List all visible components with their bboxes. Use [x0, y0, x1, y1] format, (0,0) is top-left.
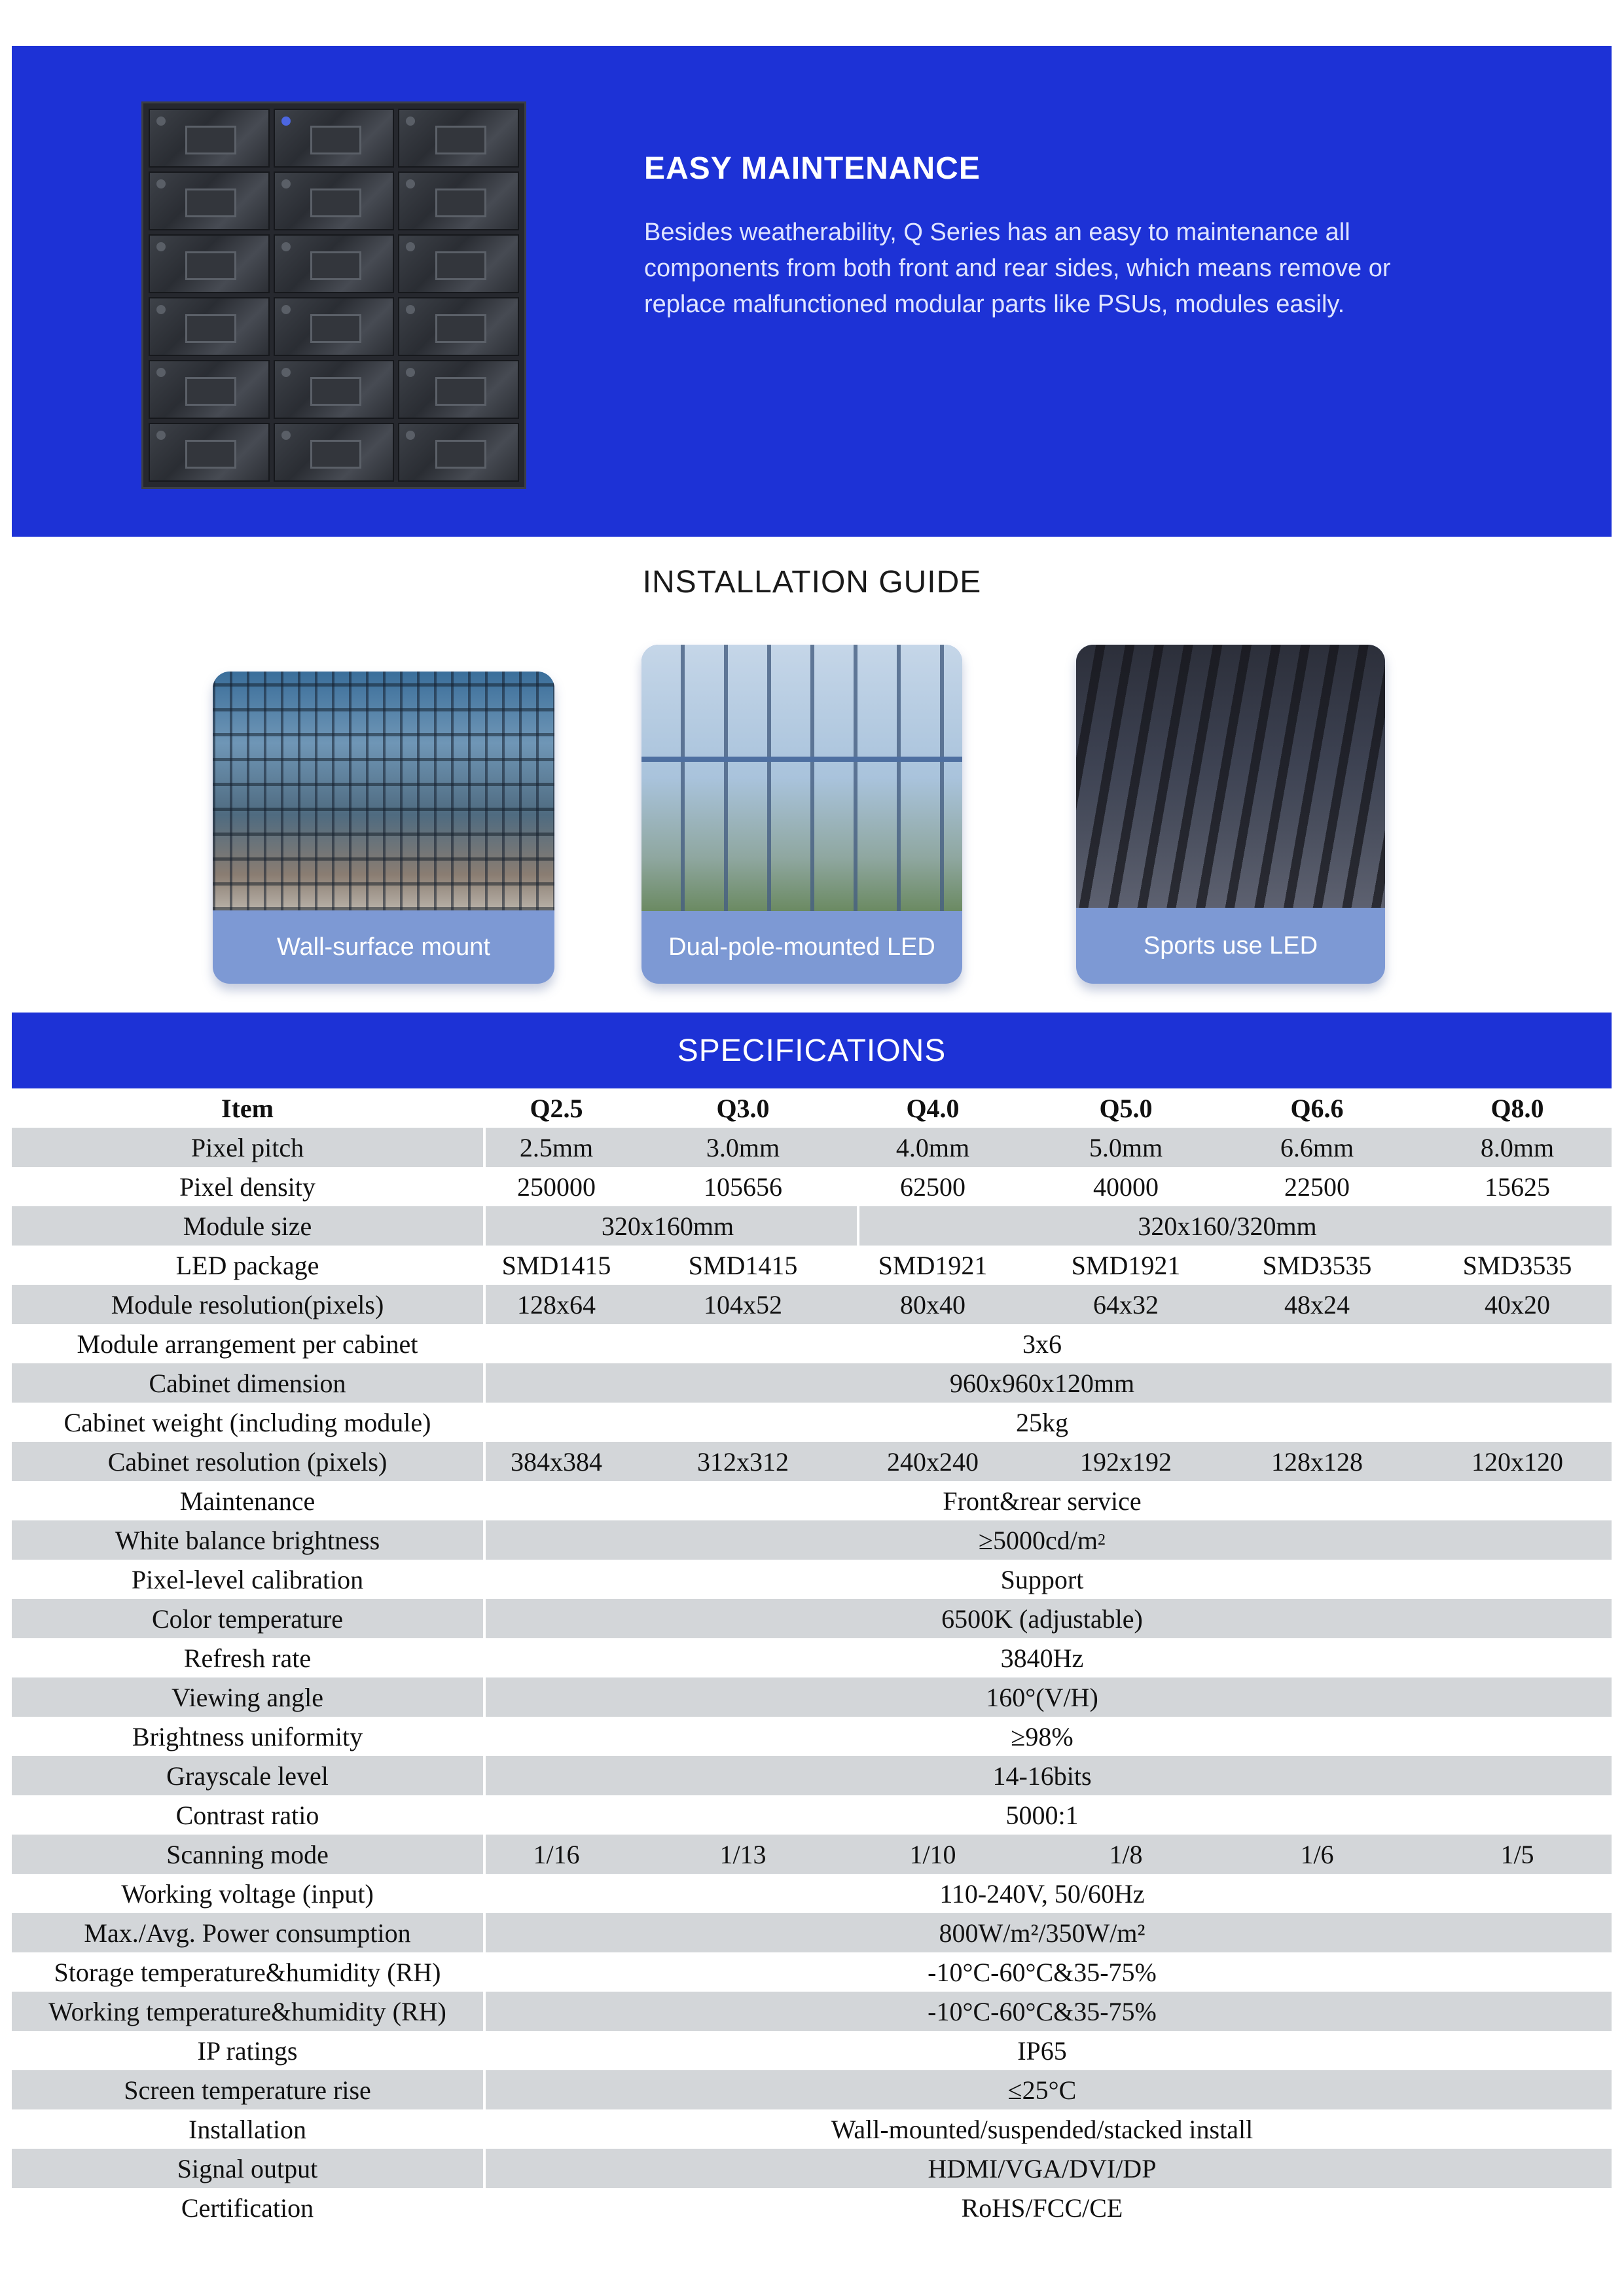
spec-row	[12, 1952, 1612, 1992]
spec-value: 104x52	[704, 1289, 782, 1319]
spec-value: 110-240V, 50/60Hz	[939, 1878, 1145, 1909]
spec-value: 3840Hz	[1000, 1643, 1084, 1673]
spec-value: 1/16	[533, 1839, 580, 1869]
spec-value: ≥5000cd/m 2	[979, 1525, 1106, 1555]
spec-label: Cabinet weight (including module)	[63, 1407, 431, 1437]
sports-led-photo	[1076, 645, 1385, 908]
spec-value: -10°C-60°C&35-75%	[928, 1957, 1157, 1987]
spec-value: 120x120	[1471, 1446, 1563, 1477]
spec-row	[12, 1992, 1612, 2031]
maintenance-banner	[12, 46, 1612, 537]
spec-value: 160°(V/H)	[986, 1682, 1098, 1712]
spec-row	[12, 1246, 1612, 1285]
column-divider	[857, 1206, 859, 1246]
spec-value: 105656	[704, 1172, 782, 1202]
spec-header-item: Item	[221, 1093, 274, 1123]
spec-label: Contrast ratio	[175, 1800, 319, 1830]
spec-value: 384x384	[511, 1446, 602, 1477]
spec-value: 1/8	[1109, 1839, 1143, 1869]
spec-value: SMD3535	[1462, 1250, 1572, 1280]
spec-row	[12, 1599, 1612, 1638]
spec-label: Screen temperature rise	[124, 2075, 371, 2105]
spec-value: ≥98%	[1011, 1721, 1074, 1751]
spec-value: Support	[1000, 1564, 1084, 1594]
spec-value: HDMI/VGA/DVI/DP	[928, 2153, 1157, 2183]
spec-value: 6.6mm	[1280, 1132, 1354, 1162]
install-caption: Dual-pole-mounted LED	[668, 933, 935, 961]
spec-row	[12, 1363, 1612, 1403]
install-caption: Wall-surface mount	[277, 933, 490, 961]
spec-row	[12, 1167, 1612, 1206]
spec-value: 14-16bits	[992, 1761, 1092, 1791]
spec-header-model: Q5.0	[1099, 1093, 1153, 1123]
spec-label: Installation	[189, 2114, 306, 2144]
spec-header-model: Q8.0	[1490, 1093, 1544, 1123]
spec-value: 2.5mm	[519, 1132, 594, 1162]
spec-value: 960x960x120mm	[949, 1368, 1135, 1398]
spec-row	[12, 1835, 1612, 1874]
spec-value: 3.0mm	[706, 1132, 780, 1162]
spec-row	[12, 1481, 1612, 1520]
spec-row	[12, 2031, 1612, 2070]
install-caption: Sports use LED	[1143, 931, 1318, 960]
spec-label: Max./Avg. Power consumption	[84, 1918, 411, 1948]
spec-value: 6500K (adjustable)	[941, 1604, 1143, 1634]
spec-value: 1/10	[909, 1839, 956, 1869]
spec-value: SMD1415	[688, 1250, 798, 1280]
specifications-title: SPECIFICATIONS	[12, 1013, 1612, 1088]
spec-row	[12, 1520, 1612, 1560]
spec-value: 320x160/320mm	[1138, 1211, 1317, 1241]
spec-label: Certification	[181, 2193, 314, 2223]
spec-label: Refresh rate	[183, 1643, 312, 1673]
spec-label: Viewing angle	[171, 1682, 323, 1712]
spec-value: RoHS/FCC/CE	[961, 2193, 1123, 2223]
install-card-dual-pole	[641, 645, 962, 984]
spec-value: 80x40	[900, 1289, 965, 1319]
spec-value: 5.0mm	[1089, 1132, 1163, 1162]
spec-row	[12, 1128, 1612, 1167]
spec-row	[12, 1717, 1612, 1756]
spec-label: Signal output	[177, 2153, 318, 2183]
dual-pole-photo	[641, 645, 962, 911]
specifications-table	[12, 1088, 1612, 2240]
spec-row	[12, 2188, 1612, 2227]
spec-value: SMD1921	[1071, 1250, 1181, 1280]
spec-value: 5000:1	[1005, 1800, 1079, 1830]
spec-header-model: Q3.0	[716, 1093, 770, 1123]
spec-value: 4.0mm	[895, 1132, 970, 1162]
spec-label: IP ratings	[197, 2036, 298, 2066]
unit-superscript: 2	[1097, 1531, 1106, 1549]
spec-value: 3x6	[1022, 1329, 1062, 1359]
spec-label: Grayscale level	[166, 1761, 329, 1791]
spec-row	[12, 1913, 1612, 1952]
spec-header-model: Q6.6	[1290, 1093, 1344, 1123]
install-card-wall-surface	[213, 672, 554, 984]
spec-value: 8.0mm	[1480, 1132, 1555, 1162]
wall-surface-photo	[213, 672, 554, 910]
spec-row	[12, 2070, 1612, 2109]
spec-row	[12, 1442, 1612, 1481]
spec-value: -10°C-60°C&35-75%	[928, 1996, 1157, 2026]
spec-label: Module arrangement per cabinet	[77, 1329, 418, 1359]
spec-value: 800W/m²/350W/m²	[939, 1918, 1146, 1948]
spec-row	[12, 1795, 1612, 1835]
spec-value: 48x24	[1284, 1289, 1350, 1319]
spec-value: 128x64	[517, 1289, 596, 1319]
spec-value: 1/6	[1300, 1839, 1334, 1869]
spec-value: 320x160mm	[601, 1211, 734, 1241]
spec-label: Pixel pitch	[190, 1132, 304, 1162]
spec-value: 192x192	[1080, 1446, 1172, 1477]
spec-row	[12, 1285, 1612, 1324]
spec-header-model: Q2.5	[530, 1093, 583, 1123]
spec-value: SMD1415	[501, 1250, 611, 1280]
spec-value: 62500	[900, 1172, 965, 1202]
spec-value: 240x240	[887, 1446, 979, 1477]
spec-label: Scanning mode	[166, 1839, 329, 1869]
spec-label: Cabinet dimension	[149, 1368, 346, 1398]
spec-row	[12, 1403, 1612, 1442]
spec-label: Maintenance	[179, 1486, 316, 1516]
spec-label: White balance brightness	[115, 1525, 380, 1555]
spec-value: Front&rear service	[943, 1486, 1142, 1516]
spec-row	[12, 1677, 1612, 1717]
spec-header-row	[12, 1088, 1612, 1128]
spec-value: 1/13	[719, 1839, 767, 1869]
spec-row	[12, 1324, 1612, 1363]
spec-row	[12, 2109, 1612, 2149]
spec-row	[12, 1874, 1612, 1913]
spec-value: 40x20	[1485, 1289, 1550, 1319]
spec-value: IP65	[1017, 2036, 1067, 2066]
spec-label: LED package	[175, 1250, 319, 1280]
spec-value: 40000	[1093, 1172, 1159, 1202]
spec-label: Module resolution(pixels)	[111, 1289, 384, 1319]
spec-value: 250000	[517, 1172, 596, 1202]
spec-value: 64x32	[1093, 1289, 1159, 1319]
spec-value: 312x312	[697, 1446, 789, 1477]
spec-value: 25kg	[1016, 1407, 1068, 1437]
spec-row	[12, 1756, 1612, 1795]
maintenance-description: Besides weatherability, Q Series has an easy to maintenance all components from both front and rear sides, which means remove or replace malfunctioned modular parts like PSUs, modules easily.	[644, 219, 1391, 318]
spec-row	[12, 1638, 1612, 1677]
spec-label: Pixel-level calibration	[131, 1564, 364, 1594]
spec-row	[12, 1560, 1612, 1599]
installation-guide-title: INSTALLATION GUIDE	[642, 565, 982, 600]
spec-value: 128x128	[1271, 1446, 1363, 1477]
spec-value: 1/5	[1500, 1839, 1534, 1869]
spec-value: 22500	[1284, 1172, 1350, 1202]
spec-label: Storage temperature&humidity (RH)	[54, 1957, 441, 1987]
spec-value: Wall-mounted/suspended/stacked install	[831, 2114, 1254, 2144]
spec-value: SMD3535	[1262, 1250, 1372, 1280]
spec-header-model: Q4.0	[906, 1093, 960, 1123]
spec-row	[12, 2149, 1612, 2188]
spec-value: SMD1921	[878, 1250, 988, 1280]
spec-label: Brightness uniformity	[132, 1721, 363, 1751]
spec-label: Working voltage (input)	[121, 1878, 374, 1909]
spec-label: Cabinet resolution (pixels)	[107, 1446, 388, 1477]
spec-label: Pixel density	[179, 1172, 316, 1202]
led-cabinet-rear-image	[141, 101, 526, 489]
maintenance-title: EASY MAINTENANCE	[644, 151, 981, 186]
spec-value: ≤25°C	[1007, 2075, 1077, 2105]
spec-value: 15625	[1485, 1172, 1550, 1202]
spec-row	[12, 1206, 1612, 1246]
spec-label: Module size	[183, 1211, 312, 1241]
install-card-sports	[1076, 645, 1385, 984]
spec-label: Working temperature&humidity (RH)	[48, 1996, 446, 2026]
spec-label: Color temperature	[151, 1604, 344, 1634]
